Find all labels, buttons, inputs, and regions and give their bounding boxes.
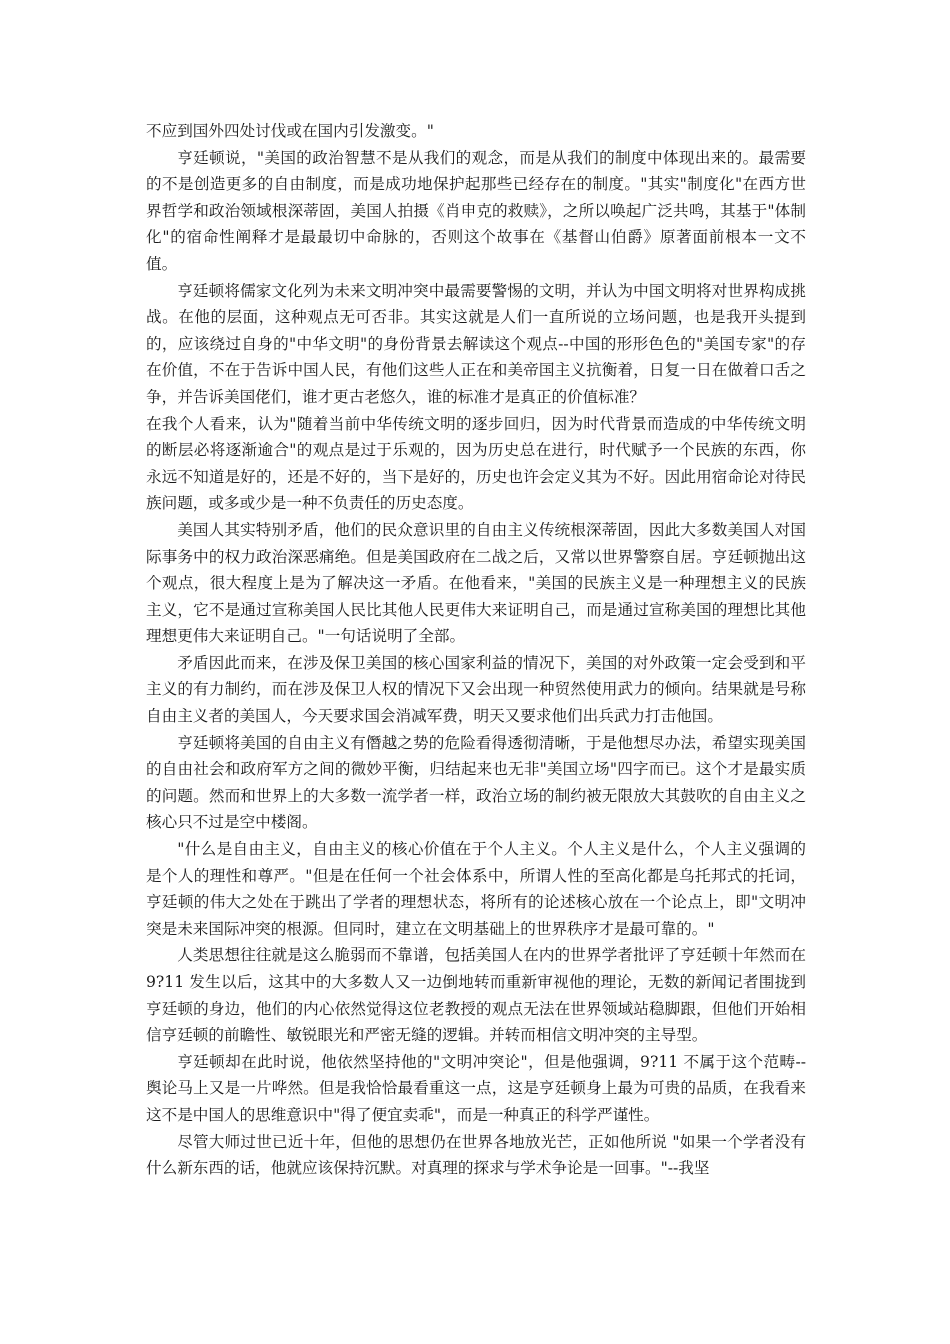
- paragraph: 亨廷顿说，"美国的政治智慧不是从我们的观念，而是从我们的制度中体现出来的。最需要的不是创造更多的自由制度，而是成功地保护起那些已经存在的制度。"其实"制度化"在西方世界哲学和政治领域根深蒂固，美国人拍摄《肖申克的救赎》，之所以唤起广泛共鸣，其基于"体制化"的宿命性阐释才是最最切中命脉的，否则这个故事在《基督山伯爵》原著面前根本一文不值。: [146, 148, 806, 273]
- paragraph: 人类思想往往就是这么脆弱而不靠谱，包括美国人在内的世界学者批评了亨廷顿十年然而在 9?11 发生以后，这其中的大多数人又一边倒地转而重新审视他的理论，无数的新闻记者围拢到亨廷顿的身边，他们的内心依然觉得这位老教授的观点无法在世界领域站稳脚跟，但他们开始相信亨廷顿的前瞻性、敏锐眼光和严密无缝的逻辑。并转而相信文明冲突的主导型。: [146, 946, 806, 1045]
- paragraph: 矛盾因此而来，在涉及保卫美国的核心国家利益的情况下，美国的对外政策一定会受到和平主义的有力制约，而在涉及保卫人权的情况下又会出现一种贸然使用武力的倾向。结果就是号称自由主义者的美国人，今天要求国会消减军费，明天又要求他们出兵武力打击他国。: [146, 653, 806, 726]
- paragraph: 亨廷顿将儒家文化列为未来文明冲突中最需要警惕的文明，并认为中国文明将对世界构成挑战。在他的层面，这种观点无可否非。其实这就是人们一直所说的立场问题，也是我开头提到的，应该绕过自身的"中华文明"的身份背景去解读这个观点--中国的形形色色的"美国专家"的存在价值，不在于告诉中国人民，有他们这些人正在和美帝国主义抗衡着，日复一日在做着口舌之争，并告诉美国佬们，谁才更古老悠久，谁的标准才是真正的价值标准？: [146, 281, 806, 406]
- paragraph: 不应到国外四处讨伐或在国内引发激变。": [146, 122, 434, 140]
- paragraph: 亨廷顿却在此时说，他依然坚持他的"文明冲突论"，但是他强调，9?11 不属于这个范畴--舆论马上又是一片哗然。但是我恰恰最看重这一点，这是亨廷顿身上最为可贵的品质，在我看来这不是中国人的思维意识中"得了便宜卖乖"，而是一种真正的科学严谨性。: [146, 1052, 806, 1124]
- paragraph: 尽管大师过世已近十年，但他的思想仍在世界各地放光芒，正如他所说 "如果一个学者没有什么新东西的话，他就应该保持沉默。对真理的探求与学术争论是一回事。"--我坚: [146, 1132, 806, 1178]
- paragraph: "什么是自由主义，自由主义的核心价值在于个人主义。个人主义是什么，个人主义强调的是个人的理性和尊严。"但是在任何一个社会体系中，所谓人性的至高化都是乌托邦式的托词，亨廷顿的伟大之处在于跳出了学者的理想状态，将所有的论述核心放在一个论点上，即"文明冲突是未来国际冲突的根源。但同时，建立在文明基础上的世界秩序才是最可靠的。": [146, 840, 806, 938]
- document-page: [146, 118, 806, 1182]
- paragraph: 在我个人看来，认为"随着当前中华传统文明的逐步回归，因为时代背景而造成的中华传统文明的断层必将逐渐逾合"的观点是过于乐观的，因为历史总在进行，时代赋予一个民族的东西，你永远不知道是好的，还是不好的，当下是好的，历史也许会定义其为不好。因此用宿命论对待民族问题，或多或少是一种不负责任的历史态度。: [146, 414, 806, 513]
- paragraph: 亨廷顿将美国的自由主义有僭越之势的危险看得透彻清晰，于是他想尽办法，希望实现美国的自由社会和政府军方之间的微妙平衡，归结起来也无非"美国立场"四字而已。这个才是最实质的问题。然而和世界上的大多数一流学者一样，政治立场的制约被无限放大其鼓吹的自由主义之核心只不过是空中楼阁。: [146, 733, 806, 832]
- paragraph: 美国人其实特别矛盾，他们的民众意识里的自由主义传统根深蒂固，因此大多数美国人对国际事务中的权力政治深恶痛绝。但是美国政府在二战之后，又常以世界警察自居。亨廷顿抛出这个观点，很大程度上是为了解决这一矛盾。在他看来，"美国的民族主义是一种理想主义的民族主义，它不是通过宣称美国人民比其他人民更伟大来证明自己，而是通过宣称美国的理想比其他理想更伟大来证明自己。"一句话说明了全部。: [146, 520, 806, 646]
